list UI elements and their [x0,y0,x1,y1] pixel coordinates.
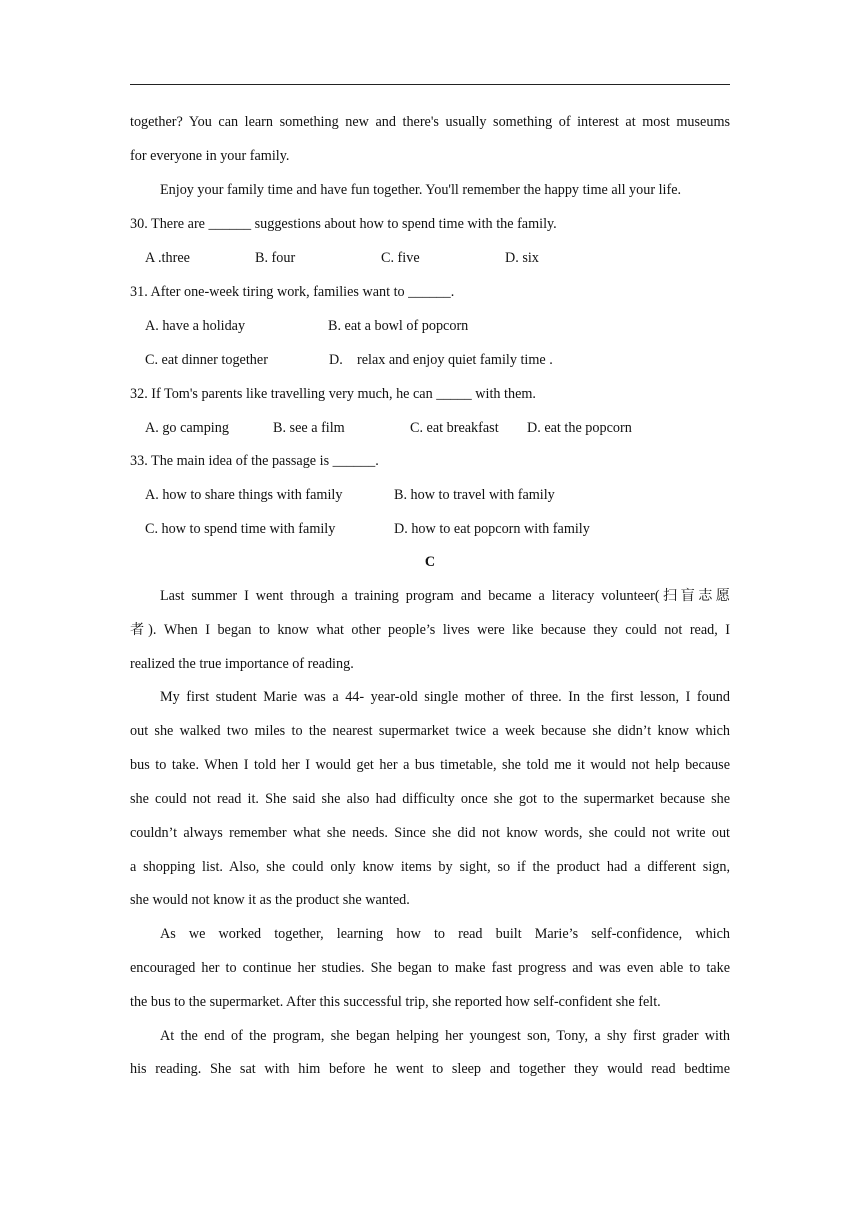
paragraph-line: My first student Marie was a 44- year-old single mother of three. In the first lesson, I found [160,689,730,705]
q30-option-d: D. six [505,250,539,266]
section-heading: C [424,554,436,570]
paragraph-line: she would not know it as the product she wanted. [130,892,410,908]
q33-option-a: A. how to share things with family [145,487,343,503]
q33-option-d: D. how to eat popcorn with family [394,521,590,537]
paragraph-line: couldn’t always remember what she needs. Since she did not know words, she could not write out [130,825,730,841]
paragraph-line: Last summer I went through a training program and became a literacy volunteer(扫盲志愿 [160,588,730,604]
q33-option-b: B. how to travel with family [394,487,555,503]
paragraph-line: a shopping list. Also, she could only know items by sight, so if the product had a different sign, [130,859,730,875]
paragraph-line: bus to take. When I told her I would get her a bus timetable, she told me it would not help because [130,757,730,773]
q31-option-a: A. have a holiday [145,318,246,334]
question-31-stem: 31. After one-week tiring work, families want to ______. [130,284,455,300]
paragraph-line: for everyone in your family. [130,148,290,164]
q31-option-c: C. eat dinner together [145,352,268,368]
q30-option-b: B. four [255,250,296,266]
question-30-stem: 30. There are ______ suggestions about how to spend time with the family. [130,216,557,232]
paragraph-line: Enjoy your family time and have fun together. You'll remember the happy time all your life. [160,182,682,198]
paragraph-line: 者). When I began to know what other people’s lives were like because they could not read, I [130,622,730,638]
paragraph-line: As we worked together, learning how to read built Marie’s self-confidence, which [160,926,730,942]
paragraph-line: out she walked two miles to the nearest supermarket twice a week because she didn’t know which [130,723,730,739]
q31-option-d: D. relax and enjoy quiet family time . [329,352,553,368]
q32-option-d: D. eat the popcorn [527,420,632,436]
paragraph-line: his reading. She sat with him before he went to sleep and together they would read bedtime [130,1061,730,1077]
paragraph-line: At the end of the program, she began helping her youngest son, Tony, a shy first grader with [160,1028,730,1044]
paragraph-line: the bus to the supermarket. After this successful trip, she reported how self-confident she felt. [130,994,661,1010]
header-rule [130,84,730,85]
question-33-stem: 33. The main idea of the passage is ______. [130,453,379,469]
q32-option-b: B. see a film [273,420,345,436]
paragraph-line: realized the true importance of reading. [130,656,354,672]
q30-option-c: C. five [381,250,420,266]
q32-option-c: C. eat breakfast [410,420,499,436]
question-32-stem: 32. If Tom's parents like travelling very much, he can _____ with them. [130,386,536,402]
q32-option-a: A. go camping [145,420,229,436]
paragraph-line: she could not read it. She said she also had difficulty once she got to the supermarket because she [130,791,730,807]
q33-option-c: C. how to spend time with family [145,521,336,537]
paragraph-line: together? You can learn something new and there's usually something of interest at most museums [130,114,730,130]
q31-option-b: B. eat a bowl of popcorn [328,318,469,334]
paragraph-line: encouraged her to continue her studies. She began to make fast progress and was even able to take [130,960,730,976]
q30-option-a: A .three [145,250,190,266]
